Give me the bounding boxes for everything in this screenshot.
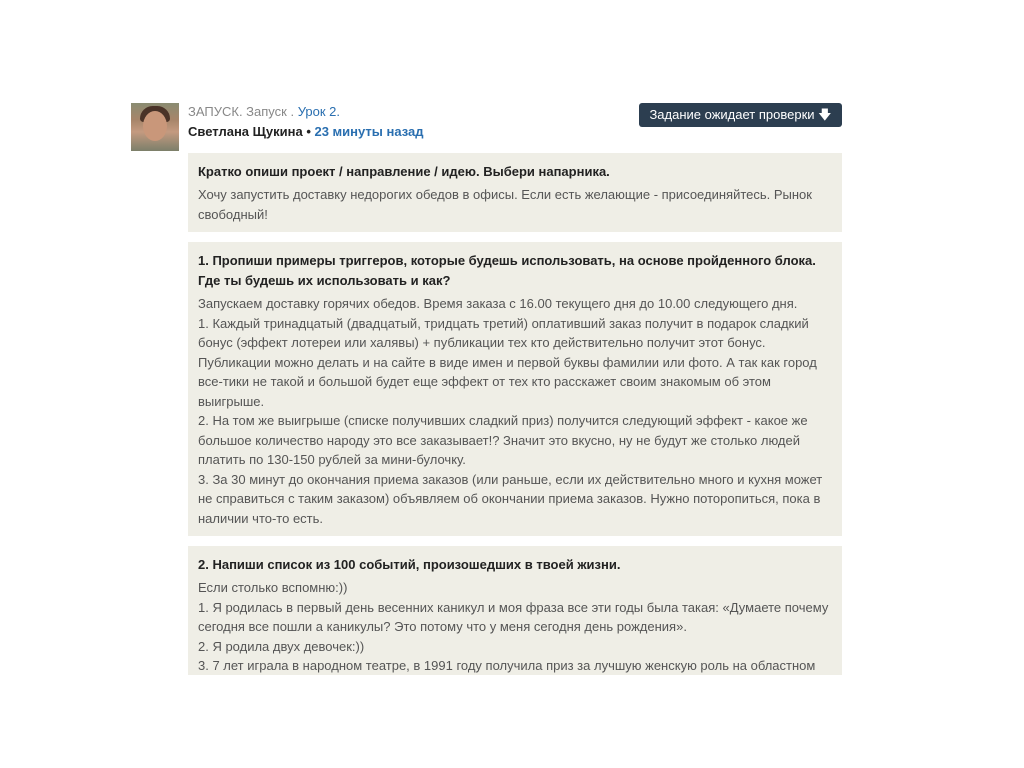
answer-block — [188, 153, 842, 232]
answer: Хочу запустить доставку недорогих обедов в офисы. Если есть желающие - присоединяйтесь. Рынок свободный! — [198, 187, 812, 222]
breadcrumb-lesson[interactable]: Урок 2. — [297, 104, 340, 119]
status-label: Задание ожидает проверки — [649, 107, 815, 122]
separator: • — [302, 124, 315, 139]
author-line — [188, 124, 424, 139]
breadcrumb — [188, 104, 340, 119]
author-name[interactable]: Светлана Щукина — [188, 124, 303, 139]
question: 2. Напиши список из 100 событий, произошедших в твоей жизни. — [198, 557, 621, 572]
arrow-down-icon: 🡇 — [818, 107, 832, 122]
answer-block — [188, 242, 842, 536]
avatar[interactable] — [131, 103, 179, 151]
answer: Если столько вспомню:)) 1. Я родилась в первый день весенних каникул и моя фраза все эти годы была такая: «Думаете почему сегодня все пошли а каникулы? Это потому что у меня сегодня день рождения». 2. Я родила двух девочек:)) 3. 7 лет играла в народном театре, в 1991 году получила приз за лучшую женскую роль на областном — [198, 580, 829, 673]
answer: Запускаем доставку горячих обедов. Время заказа с 16.00 текущего дня до 10.00 следующего дня. 1. Каждый тринадцатый (двадцатый, тридцать третий) оплативший заказ получит в подарок сладкий бонус (эффект лотереи или халявы) + публикации тех кто действительно получит этот бонус. Публикации можно делать и на сайте в виде имен и первой буквы фамилии или фото. А так как город все-тики не такой и большой будет еще эффект от тех кто расскажет своим знакомым об этом выигрыше. 2. На том же выигрыше (списке получивших сладкий приз) получится следующий эффект - какое же большое количество народу это все заказывает!? Значит это вкусно, ну не будут же столько людей платить по 130-150 рублей за мини-булочку. 3. За 30 минут до окончания приема заказов (или раньше, если их действительно много и кухня может не справиться с таким заказом) объявляем об окончании приема заказов. Нужно поторопиться, пока в наличии что-то есть. — [198, 296, 823, 526]
breadcrumb-course[interactable]: ЗАПУСК. Запуск . — [188, 104, 295, 119]
answer-block — [188, 546, 842, 675]
status-button[interactable] — [639, 103, 842, 127]
answers-list — [188, 153, 842, 675]
question: 1. Пропиши примеры триггеров, которые будешь использовать, на основе пройденного блока. Где ты будешь их использовать и как? — [198, 253, 816, 288]
timestamp[interactable]: 23 минуты назад — [314, 124, 424, 139]
question: Кратко опиши проект / направление / идею. Выбери напарника. — [198, 164, 610, 179]
